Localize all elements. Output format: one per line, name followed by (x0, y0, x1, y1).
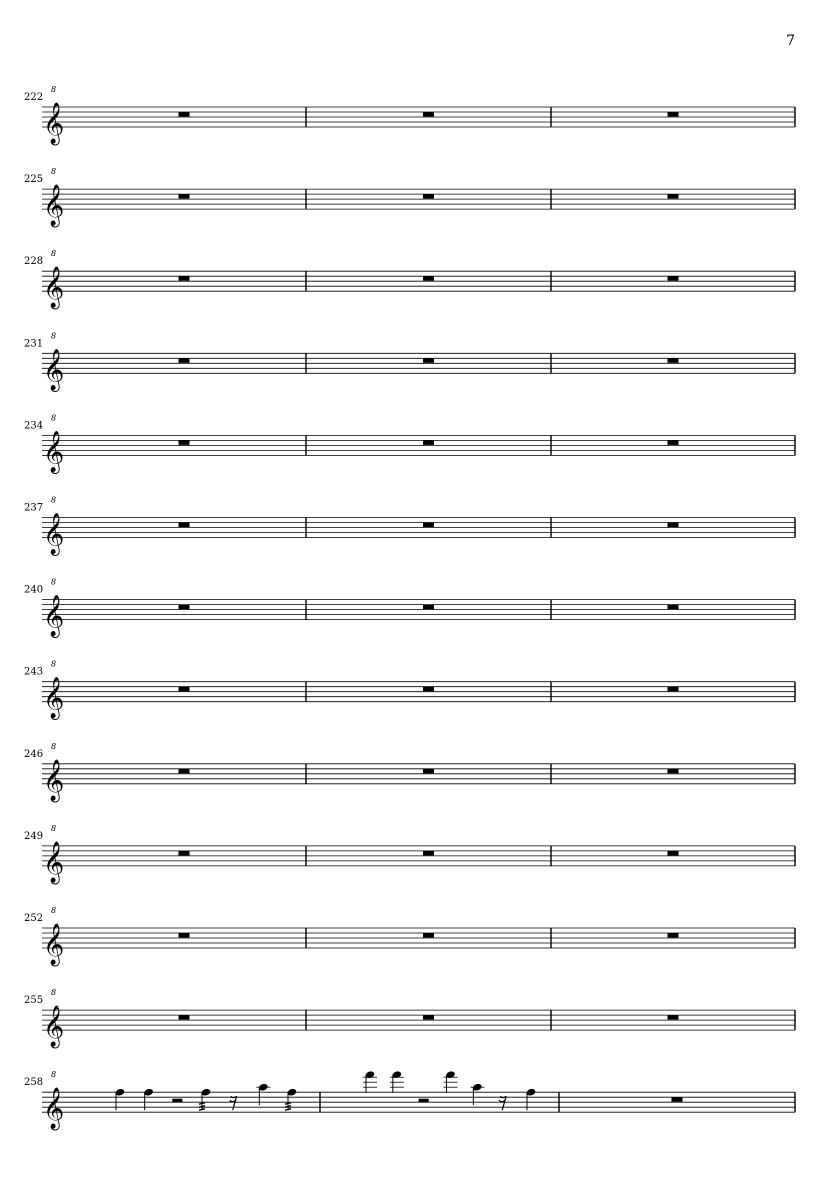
whole-rest-icon (423, 358, 434, 363)
measure-number: 237 (24, 502, 44, 514)
measure-number: 249 (24, 830, 44, 842)
whole-rest-icon (179, 1015, 190, 1020)
page-number: 7 (786, 33, 795, 49)
treble-clef-icon: 𝄞 (43, 185, 65, 227)
octave-mark: 8 (51, 495, 57, 505)
whole-rest-icon (672, 1097, 683, 1102)
whole-rest-icon (423, 523, 434, 528)
whole-rest-icon (423, 933, 434, 938)
measure-number: 222 (24, 92, 44, 103)
octave-mark: 8 (51, 249, 57, 259)
whole-rest-icon (179, 440, 190, 445)
whole-rest-icon (179, 933, 190, 938)
whole-rest-icon (668, 523, 679, 528)
measure-number: 225 (24, 174, 44, 186)
whole-rest-icon (668, 1015, 679, 1020)
treble-clef-icon: 𝄞 (43, 349, 65, 391)
half-rest-icon (419, 1099, 429, 1103)
whole-rest-icon (423, 440, 434, 445)
octave-mark: 8 (51, 1070, 57, 1080)
treble-clef-icon: 𝄞 (43, 595, 65, 637)
whole-rest-icon (179, 112, 190, 117)
octave-mark: 8 (51, 331, 57, 341)
sixty-fourth-rest-icon (499, 1096, 506, 1110)
tremolo-flag (285, 1109, 291, 1111)
sixteenth-rest-icon (230, 1096, 237, 1110)
measure-number: 246 (24, 748, 44, 760)
treble-clef-icon: 𝄞 (43, 759, 65, 801)
treble-clef-icon: 𝄞 (43, 103, 65, 144)
whole-rest-icon (668, 687, 679, 692)
measure-number: 255 (24, 995, 44, 1007)
octave-mark: 8 (51, 577, 57, 587)
whole-rest-icon (423, 769, 434, 774)
treble-clef-icon: 𝄞 (43, 1006, 65, 1048)
measure-number: 258 (24, 1077, 44, 1089)
octave-mark: 8 (51, 413, 57, 423)
whole-rest-icon (423, 194, 434, 199)
whole-rest-icon (179, 276, 190, 281)
whole-rest-icon (423, 276, 434, 281)
octave-mark: 8 (51, 988, 57, 998)
half-rest-icon (172, 1099, 182, 1103)
whole-rest-icon (668, 194, 679, 199)
whole-rest-icon (668, 605, 679, 610)
octave-mark: 8 (51, 167, 57, 177)
treble-clef-icon: 𝄞 (43, 267, 65, 309)
whole-rest-icon (668, 440, 679, 445)
treble-clef-icon: 𝄞 (43, 677, 65, 719)
tremolo-flag (199, 1103, 205, 1105)
octave-mark: 8 (51, 659, 57, 669)
measure-number: 240 (24, 584, 44, 596)
tremolo-flag (199, 1109, 205, 1111)
measure-number: 231 (24, 338, 44, 350)
whole-rest-icon (179, 687, 190, 692)
whole-rest-icon (423, 112, 434, 117)
whole-rest-icon (179, 358, 190, 363)
treble-clef-icon: 𝄞 (43, 513, 65, 555)
treble-clef-icon: 𝄞 (43, 1088, 65, 1130)
octave-mark: 8 (51, 741, 57, 751)
whole-rest-icon (423, 1015, 434, 1020)
octave-mark: 8 (51, 85, 57, 94)
measure-number: 234 (24, 420, 44, 432)
whole-rest-icon (668, 112, 679, 117)
whole-rest-icon (668, 933, 679, 938)
whole-rest-icon (668, 769, 679, 774)
whole-rest-icon (423, 851, 434, 856)
measure-number: 243 (24, 666, 44, 678)
whole-rest-icon (668, 358, 679, 363)
measure-number: 252 (24, 913, 44, 924)
whole-rest-icon (179, 851, 190, 856)
whole-rest-icon (668, 851, 679, 856)
treble-clef-icon: 𝄞 (43, 431, 65, 473)
measure-number: 228 (24, 256, 44, 268)
octave-mark: 8 (51, 906, 57, 915)
whole-rest-icon (179, 194, 190, 199)
treble-clef-icon: 𝄞 (43, 841, 65, 883)
whole-rest-icon (668, 276, 679, 281)
whole-rest-icon (423, 605, 434, 610)
treble-clef-icon: 𝄞 (43, 924, 65, 965)
whole-rest-icon (179, 605, 190, 610)
tremolo-flag (285, 1103, 291, 1105)
whole-rest-icon (423, 687, 434, 692)
whole-rest-icon (179, 769, 190, 774)
whole-rest-icon (179, 523, 190, 528)
octave-mark: 8 (51, 823, 57, 833)
